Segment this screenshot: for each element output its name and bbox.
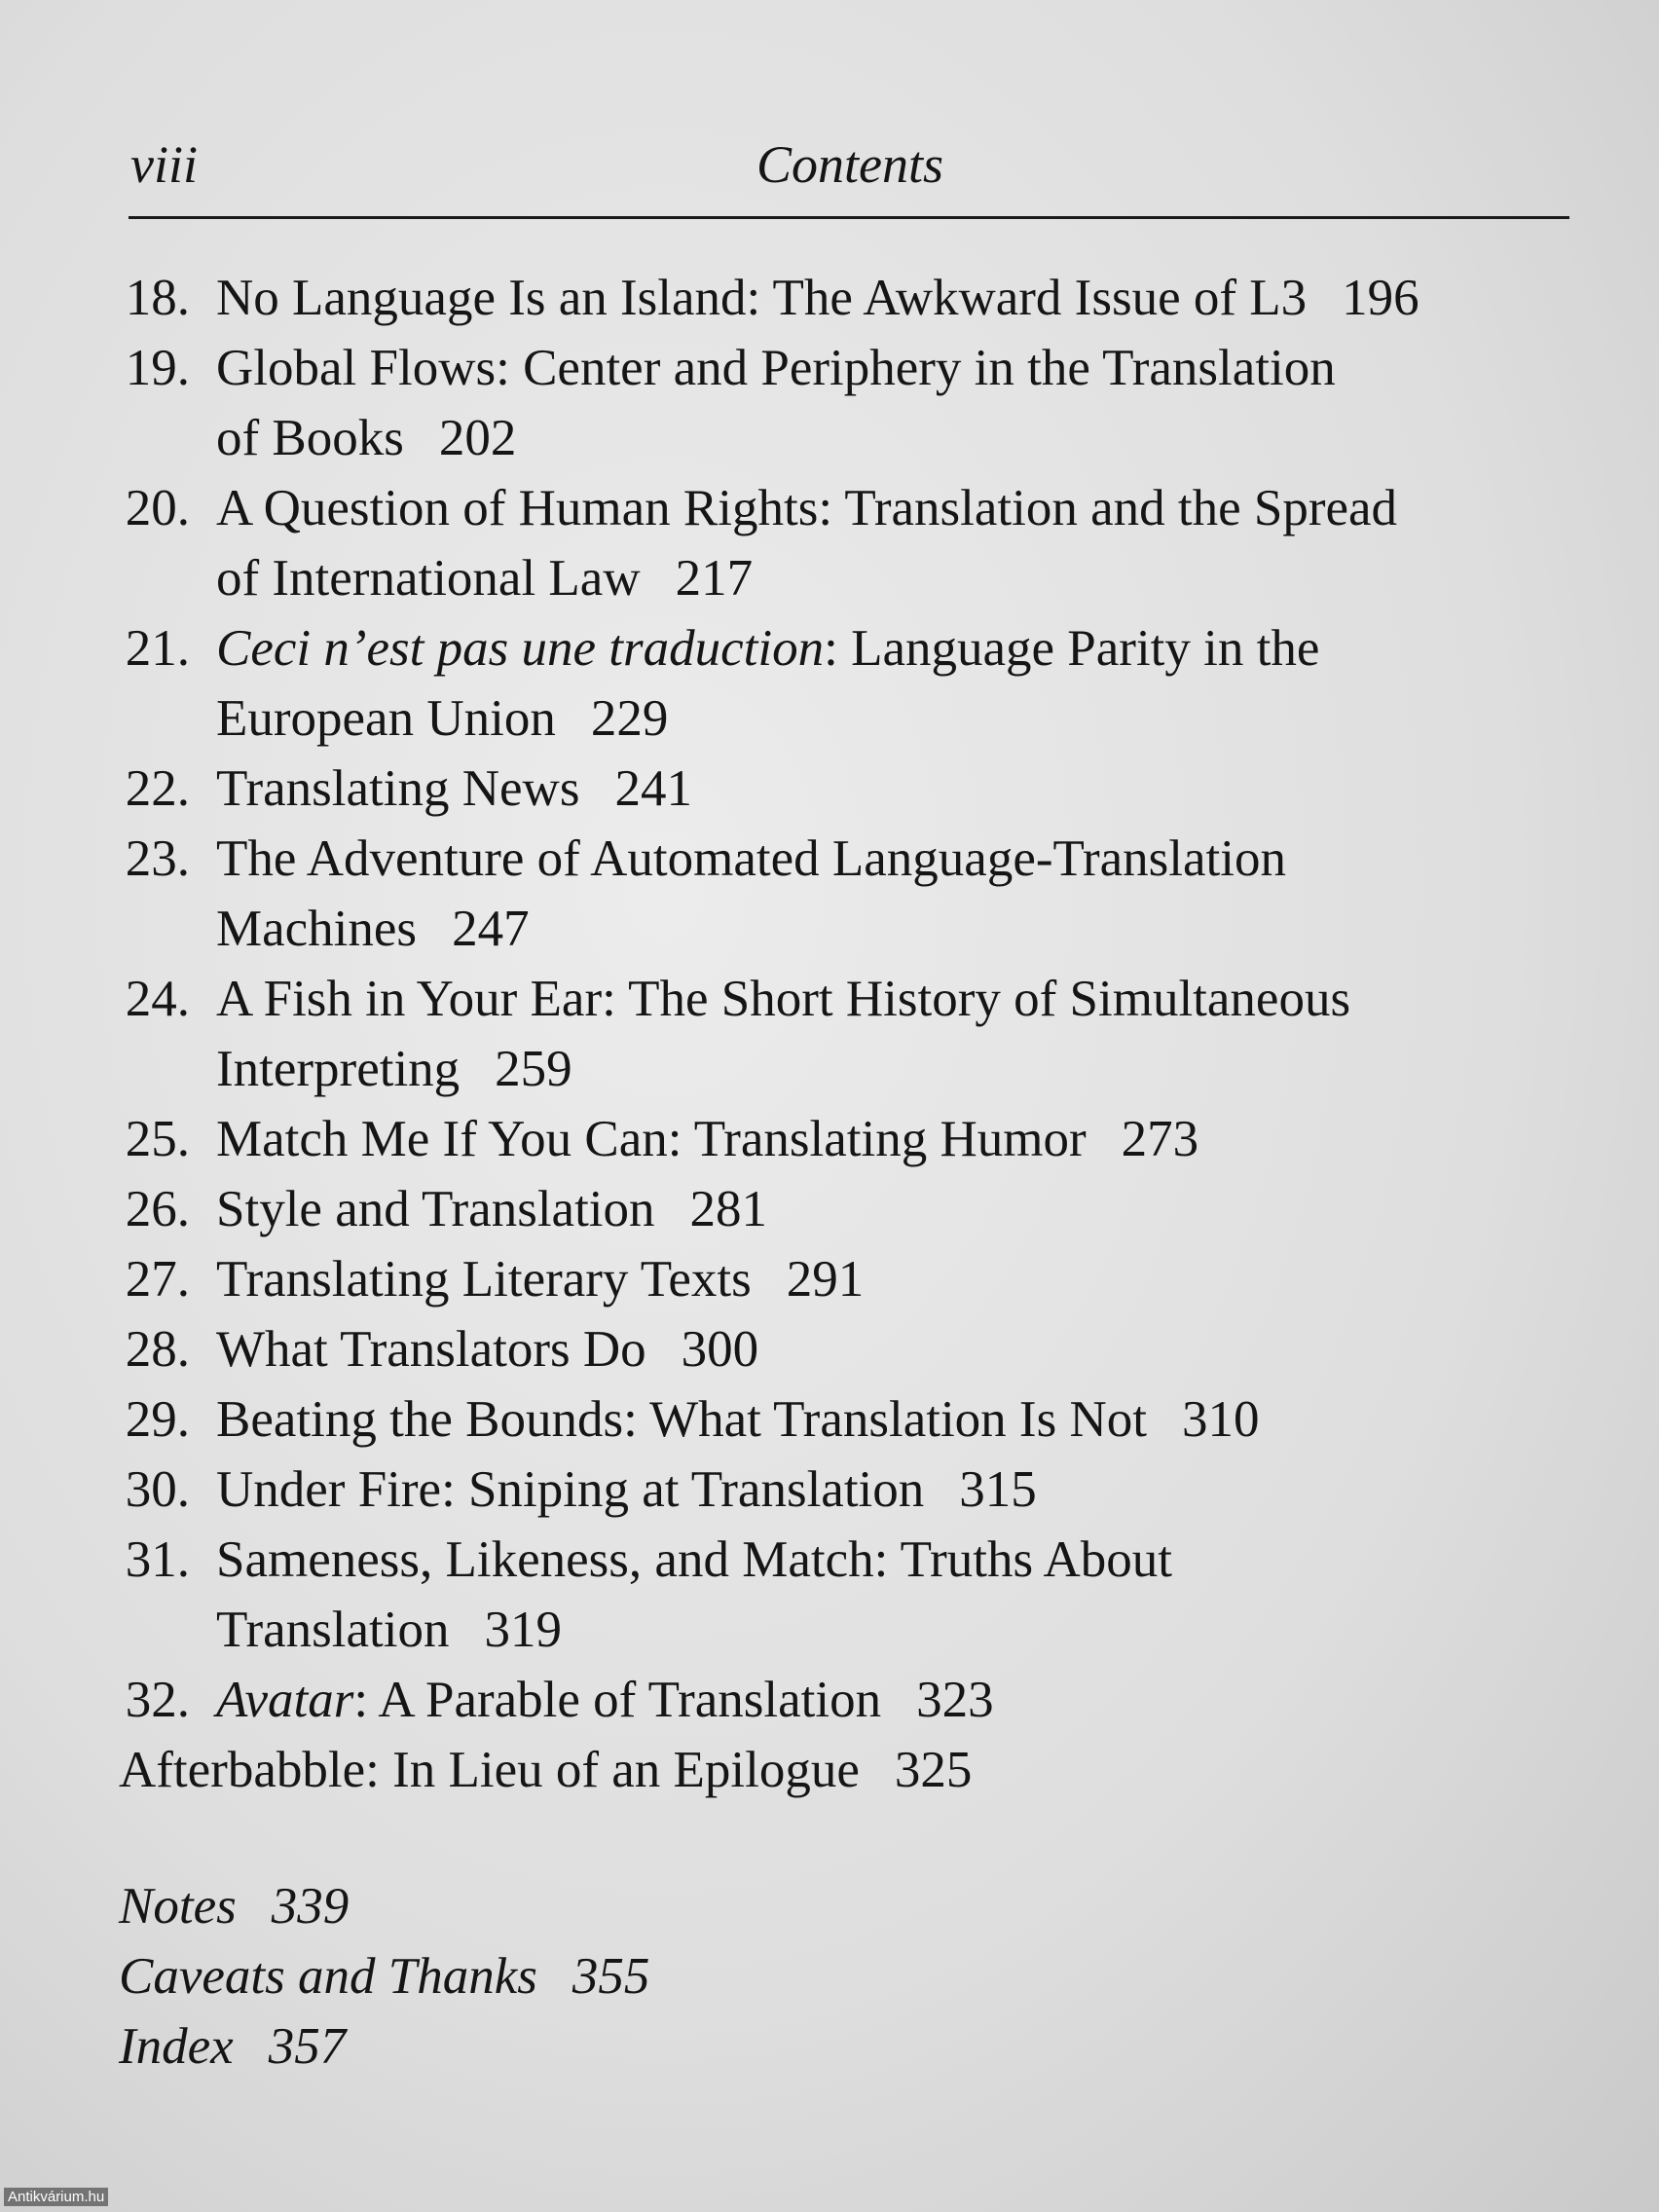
chapter-title-text: Machines: [216, 901, 418, 957]
toc-entry[interactable]: [0, 1174, 1659, 1244]
chapter-title-text: What Translators Do: [216, 1321, 646, 1378]
chapter-title: [216, 1244, 864, 1314]
chapter-title-text: The Adventure of Automated Language-Translation: [216, 830, 1286, 887]
chapter-number: 30.: [125, 1461, 190, 1518]
toc-entry[interactable]: [0, 1314, 1659, 1384]
page-number: viii: [130, 135, 198, 194]
back-matter-title: Caveats and Thanks: [119, 1948, 537, 2005]
toc-entry[interactable]: [0, 1455, 1659, 1525]
page-header: [129, 127, 1569, 219]
chapter-title: [216, 1174, 767, 1244]
toc-entry[interactable]: [0, 824, 1659, 964]
chapter-number: 27.: [125, 1251, 190, 1308]
page-ref: 319: [484, 1602, 563, 1658]
chapter-title: [216, 333, 1336, 403]
page-ref: 273: [1121, 1111, 1199, 1167]
page-ref: 247: [452, 901, 530, 957]
afterword-title: Afterbabble: In Lieu of an Epilogue: [119, 1742, 860, 1798]
chapter-number: 25.: [125, 1111, 190, 1167]
chapter-title: [216, 824, 1286, 894]
chapter-title-text: A Question of Human Rights: Translation and the Spread: [216, 480, 1398, 536]
page-ref: 217: [675, 550, 754, 607]
chapter-title: [216, 1665, 994, 1735]
toc-entry[interactable]: [0, 1244, 1659, 1314]
page-ref: 355: [571, 1948, 650, 2005]
page-ref: 339: [271, 1878, 350, 1935]
chapter-title: [216, 1384, 1259, 1455]
toc-entry[interactable]: [0, 1665, 1659, 1735]
page-ref: 259: [495, 1041, 572, 1097]
chapter-number: 22.: [125, 760, 190, 817]
chapter-title: [216, 894, 530, 964]
afterword-line: [119, 1735, 972, 1805]
chapter-title-text: A Fish in Your Ear: The Short History of Simultaneous: [216, 971, 1351, 1027]
chapter-number: 19.: [125, 340, 190, 396]
chapter-title-text: Translation: [216, 1602, 450, 1658]
chapter-number: 31.: [125, 1531, 190, 1588]
chapter-title: [216, 1034, 572, 1104]
chapter-title: [216, 964, 1350, 1034]
chapter-title: [216, 1525, 1172, 1595]
page-ref: 310: [1181, 1391, 1260, 1448]
chapter-title-text: Translating Literary Texts: [216, 1251, 752, 1308]
chapter-title: [216, 543, 753, 613]
watermark: Antikvárium.hu: [4, 2188, 108, 2206]
chapter-title-text: of International Law: [216, 550, 641, 607]
chapter-title: [216, 473, 1397, 543]
page-ref: 315: [959, 1461, 1037, 1518]
toc-entry[interactable]: [0, 754, 1659, 824]
chapter-number: 29.: [125, 1391, 190, 1448]
chapter-title-text: Beating the Bounds: What Translation Is Not: [216, 1391, 1147, 1448]
back-matter-line: [119, 1871, 349, 1941]
back-matter-line: [119, 2011, 346, 2082]
page-ref: 291: [786, 1251, 865, 1308]
toc-entry[interactable]: [0, 964, 1659, 1104]
chapter-number: 18.: [125, 270, 190, 326]
back-matter-title: Notes: [119, 1878, 237, 1935]
chapter-title-text: Global Flows: Center and Periphery in the Translation: [216, 340, 1336, 396]
chapter-title: [216, 613, 1319, 683]
page-ref: 325: [894, 1742, 973, 1798]
chapter-title-text: Under Fire: Sniping at Translation: [216, 1461, 925, 1518]
chapter-title-italic: Avatar: [216, 1672, 354, 1728]
toc-entry[interactable]: [0, 1104, 1659, 1174]
chapter-title-text: : A Parable of Translation: [353, 1672, 882, 1728]
chapter-title: [216, 1104, 1198, 1174]
running-head: Contents: [756, 135, 944, 194]
page-ref: 229: [590, 690, 669, 747]
toc-entry[interactable]: [0, 333, 1659, 473]
chapter-title-text: European Union: [216, 690, 556, 747]
chapter-number: 28.: [125, 1321, 190, 1378]
chapter-title-text: Translating News: [216, 760, 580, 817]
chapter-number: 23.: [125, 830, 190, 887]
chapter-number: 24.: [125, 971, 190, 1027]
chapter-title-italic: Ceci n’est pas une traduction: [216, 620, 825, 677]
chapter-title-text: Style and Translation: [216, 1181, 655, 1237]
chapter-title: [216, 1314, 758, 1384]
chapter-title-text: : Language Parity in the: [824, 620, 1320, 677]
chapter-title: [216, 1455, 1037, 1525]
toc-entry[interactable]: [0, 473, 1659, 613]
chapter-title-text: Interpreting: [216, 1041, 461, 1097]
back-matter-title: Index: [119, 2018, 234, 2075]
toc-entry[interactable]: [0, 613, 1659, 754]
chapter-title: [216, 403, 516, 473]
chapter-title: [216, 263, 1419, 333]
chapter-number: 26.: [125, 1181, 190, 1237]
toc-entry[interactable]: [0, 263, 1659, 333]
chapter-title: [216, 754, 692, 824]
page-ref: 196: [1342, 270, 1419, 326]
chapter-title: [216, 683, 668, 754]
page-ref: 323: [916, 1672, 994, 1728]
chapter-title-text: of Books: [216, 410, 404, 466]
toc-entry[interactable]: [0, 1525, 1659, 1665]
page-ref: 202: [438, 410, 517, 466]
page-ref: 281: [689, 1181, 768, 1237]
back-matter-line: [119, 1941, 649, 2011]
chapter-number: 20.: [125, 480, 190, 536]
page-ref: 357: [268, 2018, 347, 2075]
chapter-number: 32.: [125, 1672, 190, 1728]
chapter-title-text: No Language Is an Island: The Awkward Issue of L3: [216, 270, 1308, 326]
page-ref: 241: [614, 760, 692, 817]
chapter-number: 21.: [125, 620, 190, 677]
toc-entry[interactable]: [0, 1384, 1659, 1455]
chapter-title: [216, 1595, 562, 1665]
page-ref: 300: [681, 1321, 759, 1378]
chapter-title-text: Sameness, Likeness, and Match: Truths About: [216, 1531, 1172, 1588]
chapter-title-text: Match Me If You Can: Translating Humor: [216, 1111, 1087, 1167]
